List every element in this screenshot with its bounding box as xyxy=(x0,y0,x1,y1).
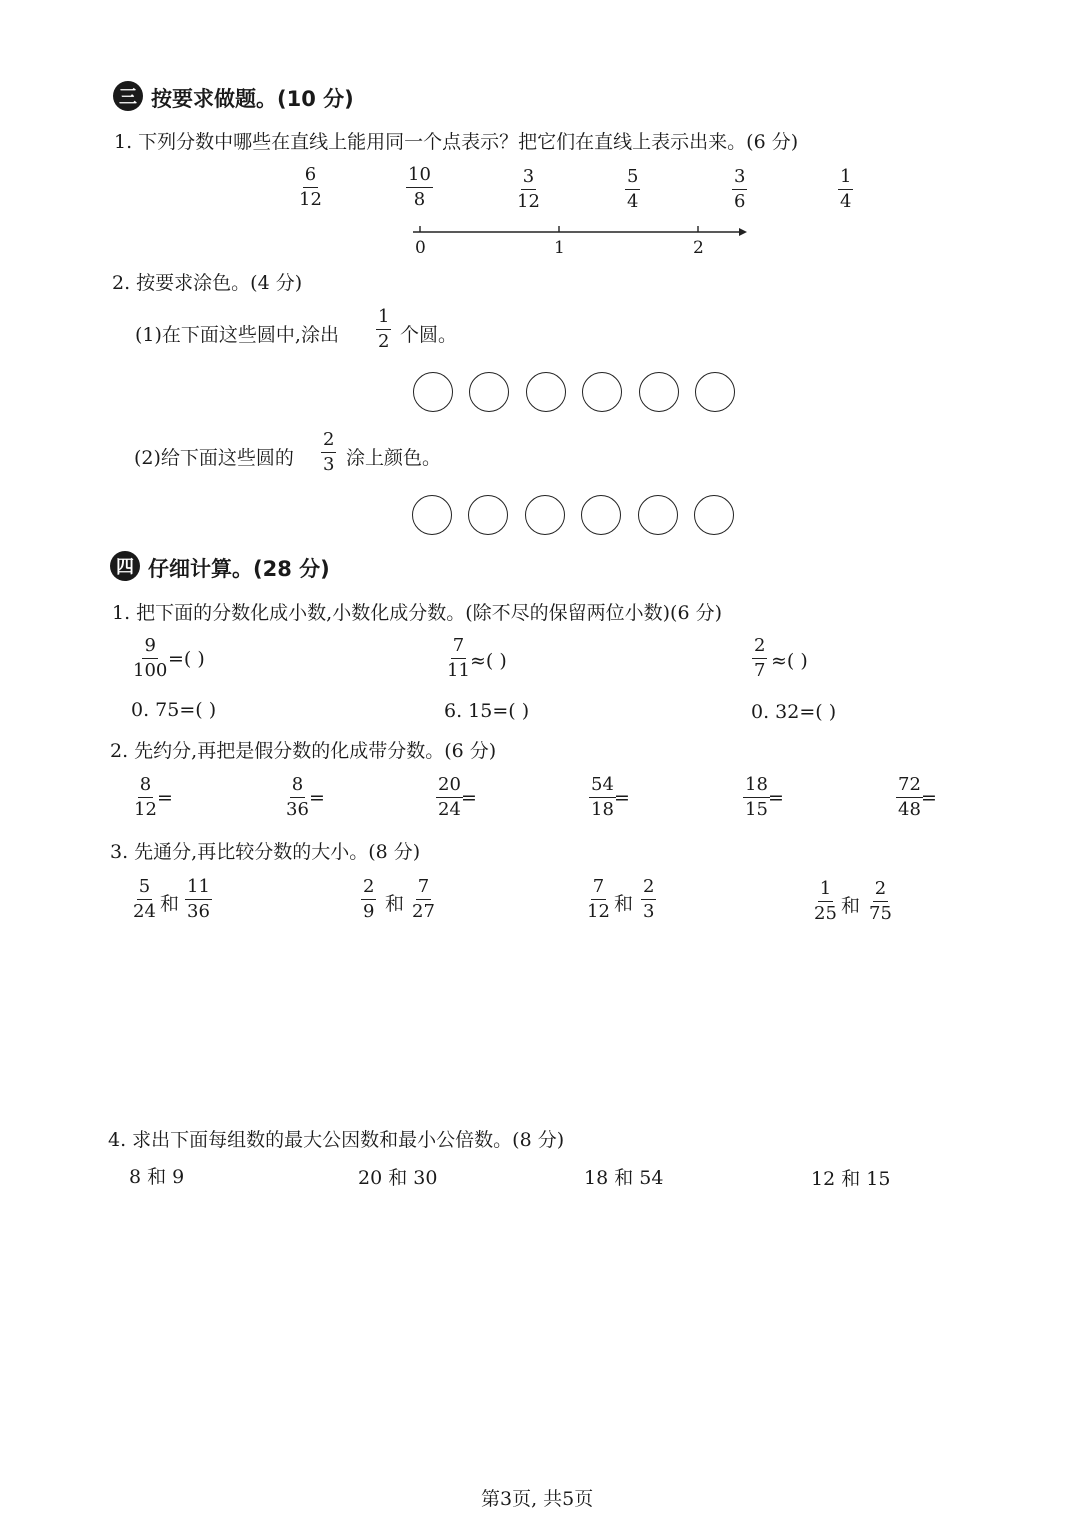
s4-q3-text: 3. 先通分,再比较分数的大小。(8 分) xyxy=(110,841,421,863)
s4-q3-fraction: $\frac{7}{12}$ xyxy=(587,876,610,922)
s4-q3-fraction: $\frac{1}{25}$ xyxy=(814,878,837,924)
number-line xyxy=(405,222,750,238)
s4-q3-fraction: $\frac{2}{9}$ xyxy=(363,876,375,922)
s4-q4-group: 18 和 54 xyxy=(584,1167,664,1189)
page-footer: 第3页, 共5页 xyxy=(481,1488,594,1510)
s3-q2-text: 2. 按要求涂色。(4 分) xyxy=(112,272,303,294)
circle[interactable] xyxy=(525,495,565,535)
s4-q2-equals: = xyxy=(157,787,173,809)
section3-title: 按要求做题。(10 分) xyxy=(151,87,354,111)
s4-q2-text: 2. 先约分,再把是假分数的化成带分数。(6 分) xyxy=(110,740,497,762)
s4-q1-answer: =( ) xyxy=(168,648,205,670)
s3-q2-part2-fraction: $\frac{2}{3}$ xyxy=(323,429,335,475)
s4-q2-equals: = xyxy=(768,787,784,809)
s4-q2-fraction: $\frac{72}{48}$ xyxy=(898,774,921,820)
section3-badge: 三 xyxy=(113,81,143,111)
circle[interactable] xyxy=(638,495,678,535)
number-line-label: 1 xyxy=(554,238,565,258)
s4-q2-fraction: $\frac{8}{12}$ xyxy=(134,774,157,820)
s4-q3-fraction: $\frac{5}{24}$ xyxy=(133,876,156,922)
s4-q2-fraction: $\frac{20}{24}$ xyxy=(438,774,461,820)
s4-q2-equals: = xyxy=(309,787,325,809)
s4-q4-group: 8 和 9 xyxy=(129,1166,185,1188)
s4-q1-fraction: $\frac{2}{7}$ xyxy=(754,635,766,681)
s4-q2-fraction: $\frac{18}{15}$ xyxy=(745,774,768,820)
s4-q1-answer: ≈( ) xyxy=(470,650,507,672)
s4-q4-text: 4. 求出下面每组数的最大公因数和最小公倍数。(8 分) xyxy=(108,1129,565,1151)
s4-q1-fraction: $\frac{7}{11}$ xyxy=(447,635,470,681)
s4-q1-decimal: 6. 15=( ) xyxy=(444,700,530,722)
s4-q3-connector: 和 xyxy=(614,893,634,915)
s4-q2-equals: = xyxy=(614,787,630,809)
s4-q2-fraction: $\frac{8}{36}$ xyxy=(286,774,309,820)
circle[interactable] xyxy=(413,372,453,412)
circle[interactable] xyxy=(581,495,621,535)
s4-q3-connector: 和 xyxy=(385,893,405,915)
circle[interactable] xyxy=(639,372,679,412)
s4-q3-fraction: $\frac{2}{3}$ xyxy=(643,876,655,922)
s4-q3-fraction: $\frac{11}{36}$ xyxy=(187,876,210,922)
circle[interactable] xyxy=(469,372,509,412)
s3-q1-fraction: $\frac{3}{12}$ xyxy=(517,166,540,212)
s4-q1-decimal: 0. 75=( ) xyxy=(131,699,217,721)
s4-q2-equals: = xyxy=(461,787,477,809)
s4-q2-fraction: $\frac{54}{18}$ xyxy=(591,774,614,820)
s3-q2-part1-fraction: $\frac{1}{2}$ xyxy=(378,306,390,352)
s4-q3-connector: 和 xyxy=(160,893,180,915)
circle[interactable] xyxy=(468,495,508,535)
s4-q1-fraction: $\frac{9}{100}$ xyxy=(133,635,168,681)
section4-title: 仔细计算。(28 分) xyxy=(148,557,330,581)
s4-q1-decimal: 0. 32=( ) xyxy=(751,701,837,723)
s3-q2-part2-before: (2)给下面这些圆的 xyxy=(134,447,294,469)
circle[interactable] xyxy=(694,495,734,535)
s3-q2-part1-after: 个圆。 xyxy=(400,324,458,346)
section4-badge: 四 xyxy=(110,551,140,581)
s4-q4-group: 20 和 30 xyxy=(358,1167,438,1189)
s3-q2-part1-before: (1)在下面这些圆中,涂出 xyxy=(135,324,339,346)
s3-q2-part2-after: 涂上颜色。 xyxy=(346,447,442,469)
s4-q4-group: 12 和 15 xyxy=(811,1168,891,1190)
s4-q2-equals: = xyxy=(921,787,937,809)
s3-q1-fraction: $\frac{3}{6}$ xyxy=(734,166,746,212)
circle[interactable] xyxy=(526,372,566,412)
s3-q1-fraction: $\frac{6}{12}$ xyxy=(299,164,322,210)
number-line-label: 2 xyxy=(693,238,704,258)
circle[interactable] xyxy=(582,372,622,412)
s3-q1-fraction: $\frac{5}{4}$ xyxy=(627,166,639,212)
s3-q1-text: 1. 下列分数中哪些在直线上能用同一个点表示？把它们在直线上表示出来。(6 分) xyxy=(114,131,799,153)
s4-q1-text: 1. 把下面的分数化成小数,小数化成分数。(除不尽的保留两位小数)(6 分) xyxy=(112,602,722,624)
s4-q3-connector: 和 xyxy=(841,895,861,917)
circle[interactable] xyxy=(412,495,452,535)
s4-q1-answer: ≈( ) xyxy=(771,650,808,672)
circle[interactable] xyxy=(695,372,735,412)
s3-q1-fraction: $\frac{1}{4}$ xyxy=(840,166,852,212)
s4-q3-fraction: $\frac{2}{75}$ xyxy=(869,878,892,924)
number-line-label: 0 xyxy=(415,238,426,258)
s3-q1-fraction: $\frac{10}{8}$ xyxy=(408,164,431,210)
s4-q3-fraction: $\frac{7}{27}$ xyxy=(412,876,435,922)
